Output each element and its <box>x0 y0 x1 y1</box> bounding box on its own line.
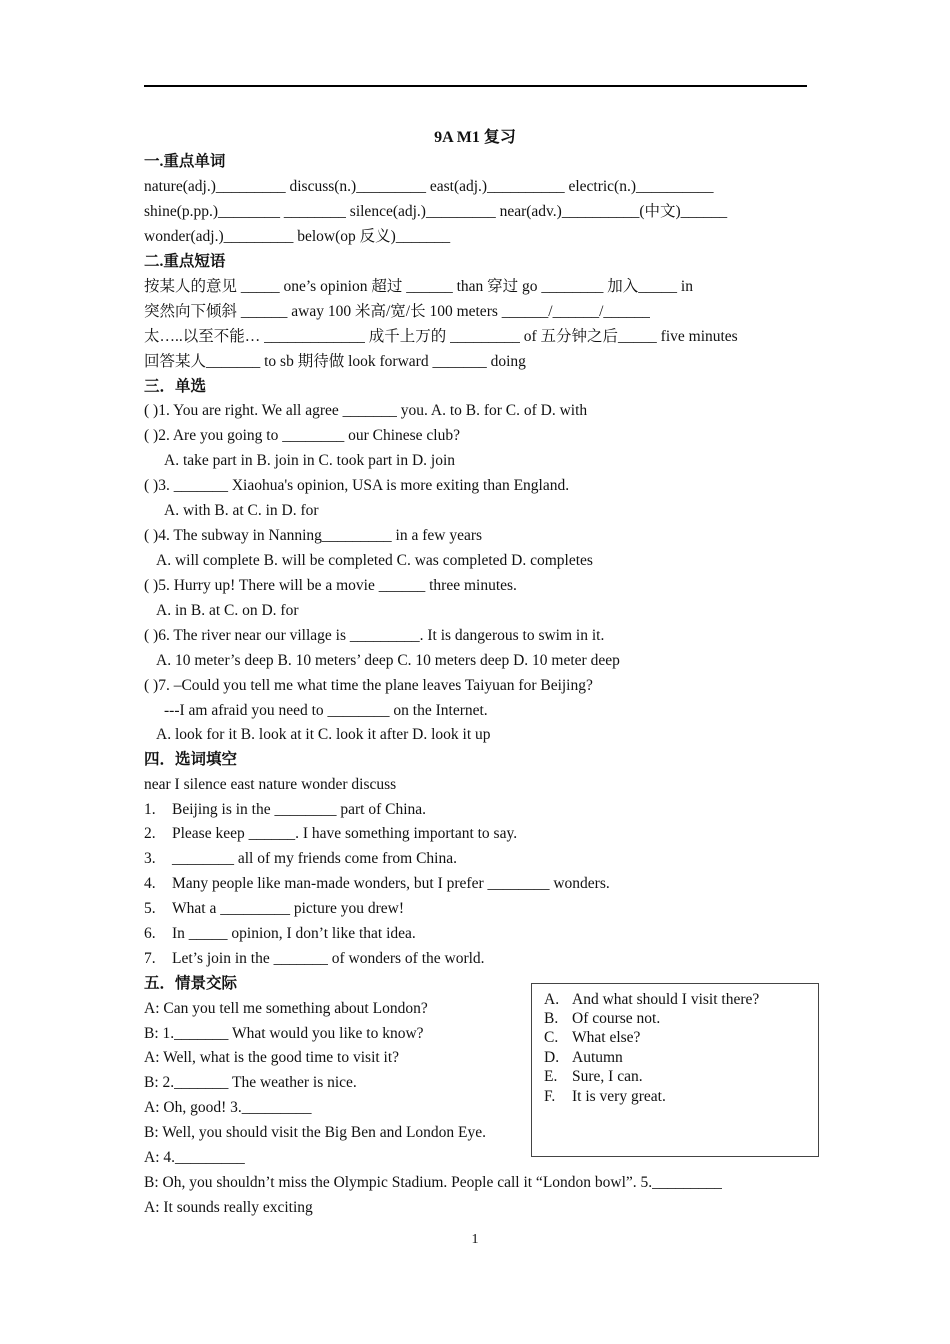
vocab-line: shine(p.pp.)________ ________ silence(adj.)_________ near(adv.)__________(中文)______ <box>144 203 728 220</box>
dialogue-line: B: 2._______ The weather is nice. <box>144 1074 357 1091</box>
option-text: It is very great. <box>572 1088 666 1105</box>
list-item <box>144 923 416 945</box>
option-key: E. <box>544 1068 558 1085</box>
item-number: 6. <box>144 925 156 942</box>
dialogue-line: A: Oh, good! 3._________ <box>144 1099 312 1116</box>
header-rule <box>144 85 807 87</box>
option-item <box>544 1067 643 1087</box>
option-item <box>544 1087 666 1107</box>
section2-heading: 二.重点短语 <box>144 253 226 270</box>
list-item <box>144 823 517 845</box>
dialogue-line: B: Well, you should visit the Big Ben and London Eye. <box>144 1124 487 1141</box>
item-text: Let’s join in the _______ of wonders of the world. <box>172 950 485 967</box>
item-number: 2. <box>144 825 156 842</box>
question-line: ( )3. _______ Xiaohua's opinion, USA is more exiting than England. <box>144 477 570 494</box>
dialogue-line: A: Well, what is the good time to visit it? <box>144 1049 400 1066</box>
answer-options: A. take part in B. join in C. took part in D. join <box>164 452 456 469</box>
question-line: ( )4. The subway in Nanning_________ in a few years <box>144 527 483 544</box>
item-text: Please keep ______. I have something important to say. <box>172 825 518 842</box>
option-key: A. <box>544 991 560 1008</box>
item-text: Beijing is in the ________ part of China. <box>172 801 427 818</box>
dialogue-line: B: Oh, you shouldn’t miss the Olympic Stadium. People call it “London bowl”. 5._________ <box>144 1174 722 1191</box>
section1-heading: 一.重点单词 <box>144 153 226 170</box>
option-item <box>544 1028 640 1048</box>
question-line: ( )5. Hurry up! There will be a movie ______ three minutes. <box>144 577 517 594</box>
option-text: Of course not. <box>572 1010 661 1027</box>
vocab-line: nature(adj.)_________ discuss(n.)_________ east(adj.)__________ electric(n.)__________ <box>144 178 714 195</box>
list-item <box>144 873 610 895</box>
item-text: ________ all of my friends come from China. <box>172 850 457 867</box>
section3-heading: 三．单选 <box>144 378 207 395</box>
answer-options: A. look for it B. look at it C. look it after D. look it up <box>156 726 491 743</box>
dialogue-line: B: 1._______ What would you like to know? <box>144 1025 424 1042</box>
item-number: 7. <box>144 950 156 967</box>
dialogue-line: A: It sounds really exciting <box>144 1199 313 1216</box>
answer-options: A. 10 meter’s deep B. 10 meters’ deep C. 10 meters deep D. 10 meter deep <box>156 652 620 669</box>
item-number: 1. <box>144 801 156 818</box>
options-box <box>531 983 819 1157</box>
option-item <box>544 1048 623 1068</box>
question-line: ( )1. You are right. We all agree _______ you. A. to B. for C. of D. with <box>144 402 588 419</box>
option-item <box>544 990 759 1010</box>
answer-options: A. in B. at C. on D. for <box>156 602 299 619</box>
answer-options: A. will complete B. will be completed C. was completed D. completes <box>156 552 593 569</box>
option-text: What else? <box>572 1029 641 1046</box>
dialogue-line: A: 4._________ <box>144 1149 245 1166</box>
question-line: ( )6. The river near our village is _________. It is dangerous to swim in it. <box>144 627 605 644</box>
word-bank: near I silence east nature wonder discuss <box>144 776 397 793</box>
vocab-line: wonder(adj.)_________ below(op 反义)_______ <box>144 228 451 245</box>
option-key: F. <box>544 1088 556 1105</box>
option-text: Autumn <box>572 1049 623 1066</box>
item-number: 3. <box>144 850 156 867</box>
section4-heading: 四．选词填空 <box>144 751 238 768</box>
section5-heading: 五．情景交际 <box>144 975 238 992</box>
list-item <box>144 799 426 821</box>
question-line: ( )7. –Could you tell me what time the plane leaves Taiyuan for Beijing? <box>144 677 593 694</box>
answer-options: A. with B. at C. in D. for <box>164 502 319 519</box>
item-number: 4. <box>144 875 156 892</box>
phrase-line: 回答某人_______ to sb 期待做 look forward _______ doing <box>144 353 526 370</box>
page-number: 1 <box>471 1232 479 1247</box>
option-key: C. <box>544 1029 559 1046</box>
phrase-line: 突然向下倾斜 ______ away 100 米高/宽/长 100 meters ______/______/______ <box>144 303 650 320</box>
list-item <box>144 948 485 970</box>
list-item <box>144 898 404 920</box>
list-item <box>144 848 457 870</box>
option-key: B. <box>544 1010 559 1027</box>
item-number: 5. <box>144 900 156 917</box>
dialogue-line: A: Can you tell me something about London? <box>144 1000 428 1017</box>
item-text: In _____ opinion, I don’t like that idea. <box>172 925 416 942</box>
item-text: Many people like man-made wonders, but I prefer ________ wonders. <box>172 875 610 892</box>
phrase-line: 按某人的意见 _____ one’s opinion 超过 ______ than 穿过 go ________ 加入_____ in <box>144 278 693 295</box>
option-item <box>544 1009 660 1029</box>
option-key: D. <box>544 1049 560 1066</box>
option-text: Sure, I can. <box>572 1068 643 1085</box>
item-text: What a _________ picture you drew! <box>172 900 405 917</box>
option-text: And what should I visit there? <box>572 991 760 1008</box>
question-line: ---I am afraid you need to ________ on the Internet. <box>164 702 488 719</box>
page-title: 9A M1 复习 <box>434 129 516 146</box>
question-line: ( )2. Are you going to ________ our Chinese club? <box>144 427 460 444</box>
phrase-line: 太…..以至不能… _____________ 成千上万的 _________ of 五分钟之后_____ five minutes <box>144 328 738 345</box>
